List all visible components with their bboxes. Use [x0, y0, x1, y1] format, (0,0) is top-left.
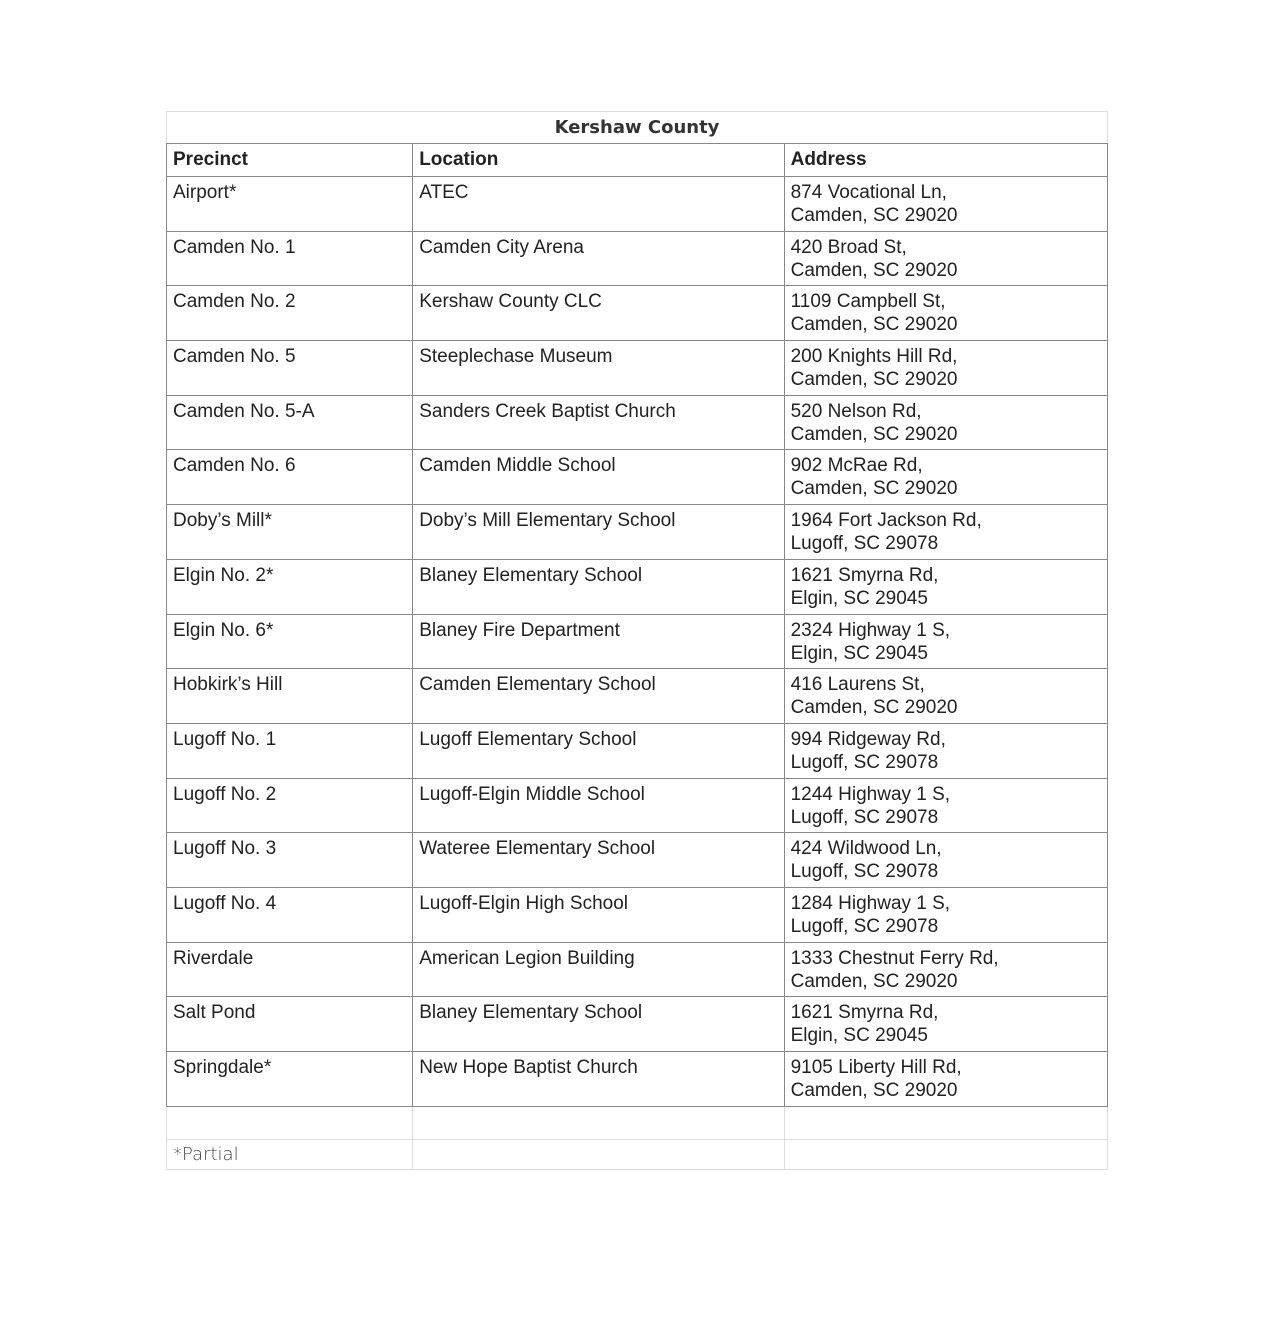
header-address: Address [784, 144, 1107, 177]
address-city: Lugoff, SC 29078 [790, 861, 939, 883]
table-row [167, 505, 1108, 560]
table-row [167, 887, 1108, 942]
address-city: Camden, SC 29020 [790, 697, 958, 719]
precinct-cell: Elgin No. 2* [167, 559, 413, 614]
table-row [167, 723, 1108, 778]
precinct-cell: Springdale* [167, 1052, 413, 1107]
precinct-cell: Doby’s Mill* [167, 505, 413, 560]
table-row [167, 942, 1108, 997]
location-cell: Blaney Elementary School [413, 997, 784, 1052]
address-city: Lugoff, SC 29078 [790, 915, 939, 937]
precinct-cell: Elgin No. 6* [167, 614, 413, 669]
address-cell [784, 505, 1107, 560]
table-row [167, 395, 1108, 450]
empty-cell [784, 1139, 1107, 1169]
address-cell [784, 177, 1107, 232]
footnote: *Partial [167, 1139, 413, 1169]
address-city: Elgin, SC 29045 [790, 587, 928, 609]
location-cell: Wateree Elementary School [413, 833, 784, 888]
location-cell: Camden Middle School [413, 450, 784, 505]
address-street: 2324 Highway 1 S, [790, 619, 951, 641]
table-row [167, 833, 1108, 888]
address-cell [784, 778, 1107, 833]
address-cell [784, 286, 1107, 341]
table-row [167, 450, 1108, 505]
table-row [167, 778, 1108, 833]
precinct-cell: Camden No. 5-A [167, 395, 413, 450]
precinct-cell: Airport* [167, 177, 413, 232]
header-row [167, 144, 1108, 177]
address-city: Lugoff, SC 29078 [790, 533, 939, 555]
address-street: 424 Wildwood Ln, [790, 838, 942, 860]
precinct-cell: Lugoff No. 4 [167, 887, 413, 942]
table-row [167, 669, 1108, 724]
empty-cell [167, 1106, 413, 1139]
address-street: 1621 Smyrna Rd, [790, 1002, 939, 1024]
address-street: 1284 Highway 1 S, [790, 892, 951, 914]
address-street: 1964 Fort Jackson Rd, [790, 510, 982, 532]
address-cell [784, 887, 1107, 942]
precinct-sheet [166, 111, 1108, 1170]
precinct-table [166, 111, 1108, 1170]
location-cell: ATEC [413, 177, 784, 232]
location-cell: Lugoff-Elgin High School [413, 887, 784, 942]
location-cell: Blaney Elementary School [413, 559, 784, 614]
address-cell [784, 450, 1107, 505]
precinct-cell: Camden No. 6 [167, 450, 413, 505]
location-cell: Camden City Arena [413, 231, 784, 286]
location-cell: Lugoff Elementary School [413, 723, 784, 778]
address-street: 994 Ridgeway Rd, [790, 728, 946, 750]
table-title [167, 112, 1108, 144]
address-city: Camden, SC 29020 [790, 314, 958, 336]
precinct-cell: Lugoff No. 3 [167, 833, 413, 888]
address-street: 1621 Smyrna Rd, [790, 564, 939, 586]
address-cell [784, 341, 1107, 396]
precinct-cell: Riverdale [167, 942, 413, 997]
address-street: 420 Broad St, [790, 236, 907, 258]
empty-cell [413, 1106, 784, 1139]
address-street: 200 Knights Hill Rd, [790, 346, 958, 368]
blank-row [167, 1106, 1108, 1139]
location-cell: New Hope Baptist Church [413, 1052, 784, 1107]
empty-cell [784, 1106, 1107, 1139]
table-row [167, 177, 1108, 232]
table-row [167, 231, 1108, 286]
table-row [167, 559, 1108, 614]
precinct-cell: Lugoff No. 1 [167, 723, 413, 778]
address-city: Elgin, SC 29045 [790, 1025, 928, 1047]
address-street: 9105 Liberty Hill Rd, [790, 1057, 962, 1078]
location-cell: Steeplechase Museum [413, 341, 784, 396]
address-cell [784, 942, 1107, 997]
table-title-text: Kershaw County [554, 117, 720, 138]
precinct-cell: Lugoff No. 2 [167, 778, 413, 833]
address-city: Lugoff, SC 29078 [790, 806, 939, 828]
address-city: Camden, SC 29020 [790, 1080, 958, 1101]
header-precinct: Precinct [167, 144, 413, 177]
table-row [167, 286, 1108, 341]
address-street: 520 Nelson Rd, [790, 400, 922, 422]
location-cell: Lugoff-Elgin Middle School [413, 778, 784, 833]
address-city: Elgin, SC 29045 [790, 642, 928, 664]
table-row [167, 997, 1108, 1052]
address-cell [784, 669, 1107, 724]
table-row [167, 614, 1108, 669]
address-city: Lugoff, SC 29078 [790, 751, 939, 773]
table-row [167, 1052, 1108, 1107]
address-street: 416 Laurens St, [790, 674, 925, 696]
address-city: Camden, SC 29020 [790, 259, 958, 281]
precinct-cell: Camden No. 1 [167, 231, 413, 286]
address-cell [784, 723, 1107, 778]
address-city: Camden, SC 29020 [790, 970, 958, 992]
precinct-cell: Hobkirk’s Hill [167, 669, 413, 724]
address-cell [784, 231, 1107, 286]
address-cell [784, 395, 1107, 450]
address-cell [784, 559, 1107, 614]
footnote-row [167, 1139, 1108, 1169]
address-city: Camden, SC 29020 [790, 369, 958, 391]
precinct-cell: Salt Pond [167, 997, 413, 1052]
address-cell [784, 1052, 1107, 1107]
location-cell: Camden Elementary School [413, 669, 784, 724]
address-street: 874 Vocational Ln, [790, 182, 947, 203]
precinct-cell: Camden No. 2 [167, 286, 413, 341]
address-street: 902 McRae Rd, [790, 455, 923, 477]
address-cell [784, 614, 1107, 669]
address-street: 1333 Chestnut Ferry Rd, [790, 947, 999, 969]
address-cell [784, 833, 1107, 888]
location-cell: Kershaw County CLC [413, 286, 784, 341]
address-city: Camden, SC 29020 [790, 423, 958, 445]
precinct-cell: Camden No. 5 [167, 341, 413, 396]
location-cell: Doby’s Mill Elementary School [413, 505, 784, 560]
table-row [167, 341, 1108, 396]
address-street: 1109 Campbell St, [790, 291, 946, 313]
location-cell: Sanders Creek Baptist Church [413, 395, 784, 450]
title-row [167, 112, 1108, 144]
address-cell [784, 997, 1107, 1052]
empty-cell [413, 1139, 784, 1169]
address-city: Camden, SC 29020 [790, 205, 958, 226]
address-street: 1244 Highway 1 S, [790, 783, 951, 805]
location-cell: Blaney Fire Department [413, 614, 784, 669]
location-cell: American Legion Building [413, 942, 784, 997]
address-city: Camden, SC 29020 [790, 478, 958, 500]
header-location: Location [413, 144, 784, 177]
